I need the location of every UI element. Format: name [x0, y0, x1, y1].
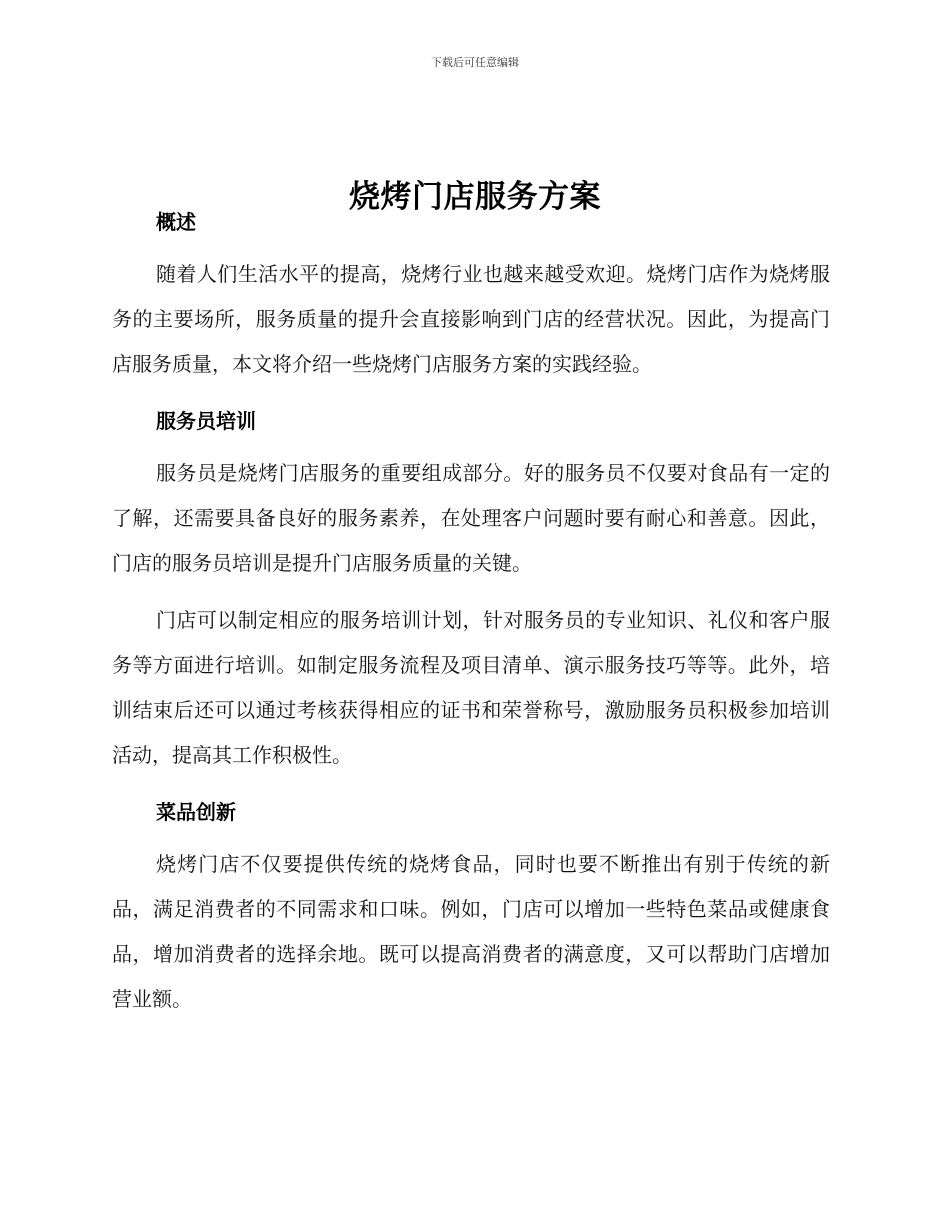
section-heading: 概述 — [156, 210, 196, 234]
document-title: 烧烤门店服务方案 — [349, 178, 601, 215]
paragraph: 门店可以制定相应的服务培训计划，针对服务员的专业知识、礼仪和客户服务等方面进行培训。如制定服务流程及项目清单、演示服务技巧等等。此外，培训结束后还可以通过考核获得相应的证书和荣誉称号，激励服务员积极参加培训活动，提高其工作积极性。 — [112, 608, 830, 767]
section-staff-training — [112, 405, 830, 778]
section-heading: 服务员培训 — [156, 409, 256, 433]
paragraph: 烧烤门店不仅要提供传统的烧烤食品，同时也要不断推出有别于传统的新品，满足消费者的不同需求和口味。例如，门店可以增加一些特色菜品或健康食品，增加消费者的选择余地。既可以提高消费者的满意度，又可以帮助门店增加营业额。 — [112, 852, 830, 1011]
header-note: 下载后可任意编辑 — [431, 56, 519, 69]
section-menu-innovation — [112, 796, 830, 1022]
document-body — [112, 206, 830, 1022]
section-overview — [112, 206, 830, 387]
paragraph: 随着人们生活水平的提高，烧烤行业也越来越受欢迎。烧烤门店作为烧烤服务的主要场所，服务质量的提升会直接影响到门店的经营状况。因此，为提高门店服务质量，本文将介绍一些烧烤门店服务方案的实践经验。 — [112, 262, 830, 376]
section-heading: 菜品创新 — [156, 800, 236, 824]
paragraph: 服务员是烧烤门店服务的重要组成部分。好的服务员不仅要对食品有一定的了解，还需要具备良好的服务素养，在处理客户问题时要有耐心和善意。因此，门店的服务员培训是提升门店服务质量的关键。 — [112, 461, 830, 575]
